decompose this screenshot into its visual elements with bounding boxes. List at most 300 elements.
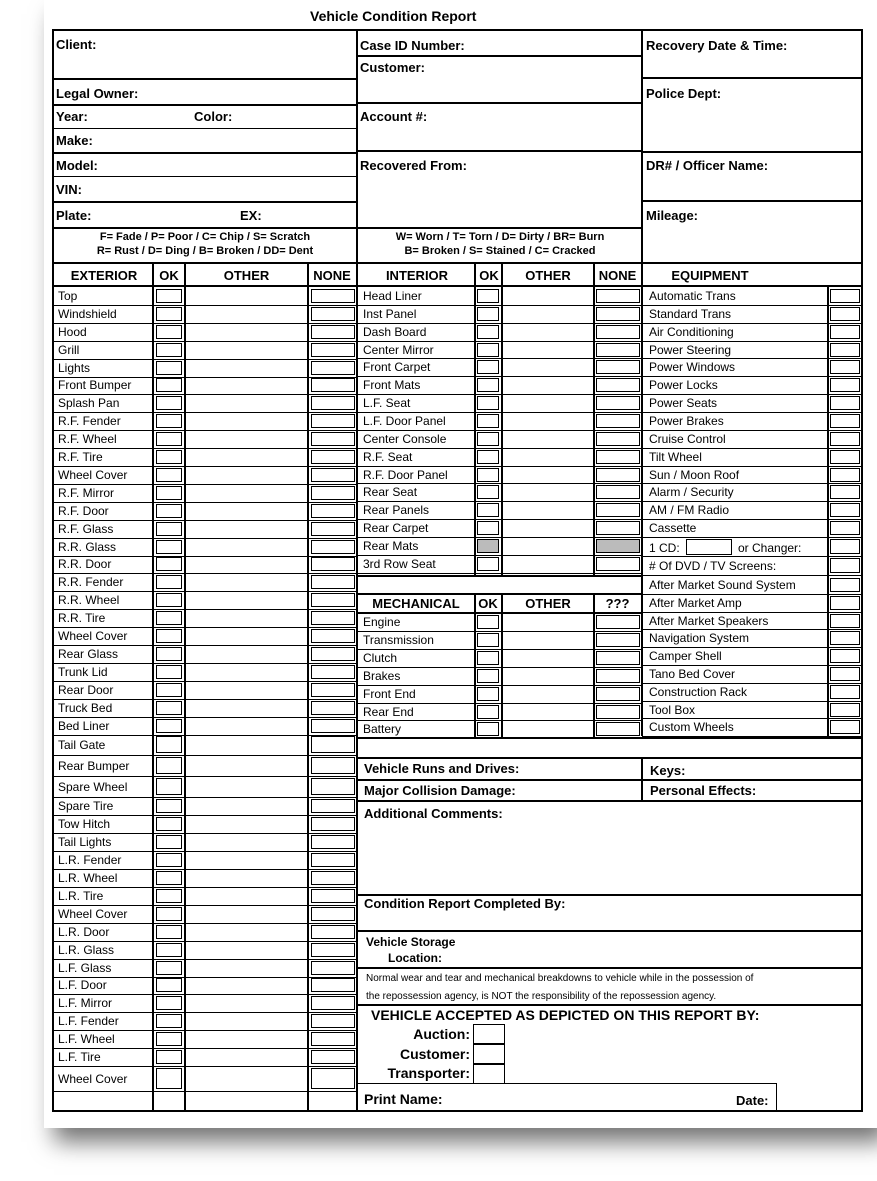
exterior-ok-checkbox[interactable] [156,540,182,554]
equipment-checkbox[interactable] [830,378,860,392]
mechanical-ok-checkbox[interactable] [477,722,499,736]
equipment-checkbox[interactable] [830,325,860,339]
mechanical-unknown-checkbox[interactable] [596,687,640,701]
row-rule [642,341,862,342]
equipment-item: Camper Shell [649,649,722,663]
exterior-none-checkbox[interactable] [311,978,355,992]
row-rule [357,703,642,704]
exterior-item: R.F. Door [58,504,109,518]
exterior-ok-checkbox[interactable] [156,361,182,375]
interior-none-checkbox[interactable] [596,343,640,357]
row-rule [53,699,357,700]
interior-legend: W= Worn / T= Torn / D= Dirty / BR= Burn B= Broken / S= Stained / C= Cracked [395,231,605,257]
exterior-ok-checkbox[interactable] [156,719,182,733]
interior-none-checkbox[interactable] [596,396,640,410]
equipment-checkbox[interactable] [830,720,860,734]
legal-owner-label: Legal Owner: [56,86,139,101]
exterior-item: L.F. Glass [58,961,112,975]
exterior-ok-checkbox[interactable] [156,504,182,518]
exterior-item: Front Bumper [58,378,132,392]
exterior-ok-checkbox[interactable] [156,325,182,339]
mechanical-unknown-checkbox[interactable] [596,722,640,736]
rule [357,779,862,781]
interior-item: R.F. Seat [363,450,413,464]
mechanical-ok-checkbox[interactable] [477,615,499,629]
row-rule [357,738,642,739]
interior-ok-checkbox[interactable] [477,539,499,553]
exterior-none-checkbox[interactable] [311,1050,355,1064]
equipment-item: After Market Amp [649,596,742,610]
exterior-none-checkbox[interactable] [311,378,355,392]
auction-box[interactable] [473,1024,505,1044]
exterior-ok-checkbox[interactable] [156,799,182,813]
exterior-ok-checkbox[interactable] [156,943,182,957]
exterior-ok-checkbox[interactable] [156,647,182,661]
exterior-none-checkbox[interactable] [311,540,355,554]
interior-ok-checkbox[interactable] [477,450,499,464]
row-rule [642,519,862,520]
equipment-checkbox[interactable] [830,503,860,517]
interior-none-checkbox[interactable] [596,521,640,535]
mechanical-item: Brakes [363,669,401,683]
row-rule [642,394,862,395]
interior-ok-checkbox[interactable] [477,289,499,303]
vin-label: VIN: [56,182,82,197]
row-rule [53,502,357,503]
equipment-checkbox[interactable] [830,521,860,535]
exterior-none-checkbox[interactable] [311,414,355,428]
row-rule [642,430,862,431]
transporter-box[interactable] [473,1064,505,1084]
exterior-ok-checkbox[interactable] [156,757,182,774]
row-rule [357,667,642,668]
row-rule [53,609,357,610]
mechanical-ok-checkbox[interactable] [477,633,499,647]
exterior-ok-checkbox[interactable] [156,522,182,536]
rule [501,593,503,738]
interior-ok-checkbox[interactable] [477,485,499,499]
exterior-ok-checkbox[interactable] [156,575,182,589]
customer-label: Customer: [360,60,426,75]
exterior-item: L.R. Fender [58,853,122,867]
exterior-none-checkbox[interactable] [311,943,355,957]
exterior-item: L.R. Door [58,925,110,939]
storage-location-label: Location: [388,951,442,965]
exterior-item: Rear Bumper [58,758,130,773]
equipment-checkbox[interactable] [830,485,860,499]
rule [357,967,862,969]
interior-none-checkbox[interactable] [596,414,640,428]
rule [357,227,642,229]
exterior-none-checkbox[interactable] [311,593,355,607]
exterior-item: Tail Lights [58,835,112,849]
exterior-none-checkbox[interactable] [311,778,355,795]
divider-left-column [356,29,358,1112]
exterior-ok-checkbox[interactable] [156,343,182,357]
transporter-label: Transporter: [387,1065,470,1081]
recovered-from-label: Recovered From: [360,158,467,173]
interior-ok-checkbox[interactable] [477,378,499,392]
exterior-none-checkbox[interactable] [311,307,355,321]
exterior-none-checkbox[interactable] [311,665,355,679]
rule [52,201,357,203]
mechanical-item: Rear End [363,705,414,719]
equipment-checkbox[interactable] [830,649,860,663]
interior-none-checkbox[interactable] [596,539,640,553]
exterior-none-checkbox[interactable] [311,925,355,939]
row-rule [357,305,642,306]
personal-effects-label: Personal Effects: [650,783,757,798]
exterior-ok-checkbox[interactable] [156,853,182,867]
interior-ok-checkbox[interactable] [477,521,499,535]
exterior-none-checkbox[interactable] [311,1032,355,1046]
row-rule [53,1030,357,1031]
rule [357,757,862,759]
row-rule [53,484,357,485]
interior-ok-checkbox[interactable] [477,360,499,374]
row-rule [642,376,862,377]
row-rule [53,305,357,306]
interior-ok-checkbox[interactable] [477,432,499,446]
interior-none-checkbox[interactable] [596,307,640,321]
cd-count-box[interactable] [686,539,732,555]
exterior-none-checkbox[interactable] [311,1014,355,1028]
exterior-ok-checkbox[interactable] [156,432,182,446]
keys-label: Keys: [650,763,686,778]
exterior-none-checkbox[interactable] [311,736,355,753]
exterior-ok-checkbox[interactable] [156,557,182,571]
exterior-none-checkbox[interactable] [311,835,355,849]
client-label: Client: [56,37,97,52]
customer-box[interactable] [473,1044,505,1064]
mechanical-ok-checkbox[interactable] [477,705,499,719]
exterior-item: Wheel Cover [58,468,128,482]
exterior-item: Wheel Cover [58,907,128,921]
exterior-none-checkbox[interactable] [311,361,355,375]
frame-right [861,29,863,1112]
exterior-none-checkbox[interactable] [311,504,355,518]
row-rule [53,1048,357,1049]
rule [52,227,357,229]
row-rule [357,376,642,377]
completed-by-label: Condition Report Completed By: [364,896,566,911]
plate-label: Plate: [56,208,92,223]
exterior-none-checkbox[interactable] [311,889,355,903]
exterior-item: R.F. Wheel [58,432,117,446]
exterior-none-checkbox[interactable] [311,907,355,921]
exterior-none-checkbox[interactable] [311,432,355,446]
row-rule [357,519,642,520]
row-rule [53,1091,357,1092]
row-rule [357,573,642,574]
exterior-ok-checkbox[interactable] [156,378,182,392]
row-rule [642,323,862,324]
row-rule [53,755,357,756]
exterior-item: Wheel Cover [58,629,128,643]
row-rule [642,412,862,413]
exterior-ok-checkbox[interactable] [156,817,182,831]
interior-none-checkbox[interactable] [596,378,640,392]
exterior-none-checkbox[interactable] [311,871,355,885]
row-rule [642,683,862,684]
row-rule [357,685,642,686]
exterior-item: Windshield [58,307,117,321]
row-rule [357,448,642,449]
color-label: Color: [194,109,233,124]
interior-item: L.F. Door Panel [363,414,446,428]
mechanical-unknown-checkbox[interactable] [596,651,640,665]
exterior-none-checkbox[interactable] [311,853,355,867]
exterior-none-checkbox[interactable] [311,289,355,303]
exterior-item: Rear Glass [58,647,119,661]
exterior-ok-checkbox[interactable] [156,1014,182,1028]
exterior-item: Splash Pan [58,396,120,410]
rule [593,262,595,575]
exterior-item: Grill [58,343,80,357]
print-name-label: Print Name: [364,1091,443,1107]
exterior-item: R.R. Wheel [58,593,120,607]
mileage-label: Mileage: [646,208,699,223]
exterior-none-checkbox[interactable] [311,396,355,410]
exterior-ok-checkbox[interactable] [156,629,182,643]
interior-none-checkbox[interactable] [596,325,640,339]
exterior-none-checkbox[interactable] [311,996,355,1010]
equipment-checkbox[interactable] [830,307,860,321]
exterior-ok-checkbox[interactable] [156,736,182,753]
exterior-none-checkbox[interactable] [311,522,355,536]
exterior-none-checkbox[interactable] [311,701,355,715]
mechanical-ok-checkbox[interactable] [477,669,499,683]
exterior-ok-checkbox[interactable] [156,925,182,939]
equipment-checkbox[interactable] [830,432,860,446]
rule [474,262,476,575]
exterior-legend: F= Fade / P= Poor / C= Chip / S= Scratch R= Rust / D= Ding / B= Broken / DD= Dent [96,231,314,257]
interior-item: L.F. Seat [363,396,411,410]
equipment-checkbox[interactable] [830,631,860,645]
rule [642,200,862,202]
row-rule [53,923,357,924]
interior-item: 3rd Row Seat [363,557,436,571]
row-rule [53,359,357,360]
row-rule [642,483,862,484]
row-rule [357,501,642,502]
rule [184,262,186,1110]
exterior-ok-checkbox[interactable] [156,1050,182,1064]
equipment-item: Automatic Trans [649,289,736,303]
changer-checkbox[interactable] [830,539,860,554]
equipment-checkbox[interactable] [830,578,860,592]
interior-ok-checkbox[interactable] [477,557,499,571]
interior-ok-checkbox[interactable] [477,414,499,428]
equipment-item: Tool Box [649,703,696,717]
case-id-label: Case ID Number: [360,38,465,53]
equipment-item: AM / FM Radio [649,503,730,517]
exterior-item: L.F. Door [58,978,107,992]
exterior-none-checkbox[interactable] [311,757,355,774]
row-rule [53,815,357,816]
exterior-ok-checkbox[interactable] [156,1032,182,1046]
equipment-item: Air Conditioning [649,325,734,339]
exterior-ok-checkbox[interactable] [156,835,182,849]
interior-none-checkbox[interactable] [596,289,640,303]
rule [52,78,357,80]
row-rule [357,323,642,324]
exterior-ok-checkbox[interactable] [156,961,182,975]
interior-none-checkbox[interactable] [596,450,640,464]
exterior-none-checkbox[interactable] [311,1068,355,1089]
interior-ok-header: OK [479,268,499,283]
interior-item: Rear Carpet [363,521,429,535]
mechanical-item: Battery [363,722,402,736]
interior-none-checkbox[interactable] [596,557,640,571]
exterior-none-checkbox[interactable] [311,817,355,831]
row-rule [53,905,357,906]
exterior-ok-checkbox[interactable] [156,907,182,921]
exterior-none-checkbox[interactable] [311,575,355,589]
row-rule [357,631,642,632]
exterior-ok-checkbox[interactable] [156,396,182,410]
exterior-ok-checkbox[interactable] [156,468,182,482]
exterior-ok-checkbox[interactable] [156,871,182,885]
exterior-ok-checkbox[interactable] [156,593,182,607]
exterior-item: R.R. Tire [58,611,106,625]
equipment-checkbox[interactable] [830,468,860,482]
exterior-none-checkbox[interactable] [311,611,355,625]
exterior-item: L.F. Wheel [58,1032,115,1046]
frame-top [52,29,863,31]
exterior-none-checkbox[interactable] [311,325,355,339]
interior-none-checkbox[interactable] [596,468,640,482]
interior-none-checkbox[interactable] [596,503,640,517]
row-rule [53,430,357,431]
row-rule [53,941,357,942]
exterior-none-checkbox[interactable] [311,468,355,482]
exterior-ok-checkbox[interactable] [156,778,182,795]
equipment-checkbox[interactable] [830,396,860,410]
equipment-checkbox[interactable] [830,667,860,681]
frame-left [52,29,54,1112]
interior-ok-checkbox[interactable] [477,343,499,357]
exterior-none-checkbox[interactable] [311,557,355,571]
row-rule [53,394,357,395]
equipment-item: Power Windows [649,360,736,374]
row-rule [53,994,357,995]
mechanical-unknown-checkbox[interactable] [596,633,640,647]
exterior-item: Lights [58,361,91,375]
exterior-none-checkbox[interactable] [311,799,355,813]
equipment-checkbox[interactable] [830,343,860,357]
exterior-none-checkbox[interactable] [311,719,355,733]
rule [357,55,642,57]
exterior-ok-checkbox[interactable] [156,889,182,903]
rule [152,262,154,1110]
equipment-checkbox[interactable] [830,360,860,374]
equipment-checkbox[interactable] [830,614,860,628]
rule [642,151,862,153]
exterior-ok-checkbox[interactable] [156,1068,182,1089]
interior-ok-checkbox[interactable] [477,503,499,517]
interior-ok-checkbox[interactable] [477,396,499,410]
exterior-ok-checkbox[interactable] [156,450,182,464]
interior-ok-checkbox[interactable] [477,307,499,321]
rule [357,1083,777,1084]
interior-ok-checkbox[interactable] [477,325,499,339]
row-rule [53,776,357,777]
rule [357,930,862,932]
row-rule [642,594,862,595]
disclaimer-line-1: Normal wear and tear and mechanical breakdowns to vehicle while in the possession of [366,973,754,984]
exterior-item: L.F. Tire [58,1050,101,1064]
exterior-none-checkbox[interactable] [311,961,355,975]
dr-officer-label: DR# / Officer Name: [646,158,769,173]
row-rule [53,323,357,324]
exterior-none-checkbox[interactable] [311,486,355,500]
interior-none-checkbox[interactable] [596,360,640,374]
interior-ok-checkbox[interactable] [477,468,499,482]
exterior-none-checkbox[interactable] [311,683,355,697]
dvd-checkbox[interactable] [830,558,860,573]
equipment-checkbox[interactable] [830,596,860,610]
dvd-label: # Of DVD / TV Screens: [649,559,777,573]
equipment-checkbox[interactable] [830,703,860,717]
exterior-ok-checkbox[interactable] [156,289,182,303]
row-rule [357,430,642,431]
row-rule [357,537,642,538]
exterior-item: R.R. Glass [58,540,117,554]
row-rule [53,573,357,574]
storage-label: Vehicle Storage [366,935,456,949]
row-rule [53,1012,357,1013]
rule [357,800,862,802]
exterior-ok-checkbox[interactable] [156,996,182,1010]
interior-none-checkbox[interactable] [596,485,640,499]
mechanical-ok-checkbox[interactable] [477,687,499,701]
exterior-ok-checkbox[interactable] [156,414,182,428]
police-dept-label: Police Dept: [646,86,722,101]
mechanical-ok-checkbox[interactable] [477,651,499,665]
mechanical-unknown-checkbox[interactable] [596,615,640,629]
exterior-ok-checkbox[interactable] [156,611,182,625]
exterior-ok-checkbox[interactable] [156,978,182,992]
row-rule [642,358,862,359]
equipment-checkbox[interactable] [830,450,860,464]
interior-item: Rear Mats [363,539,419,553]
equipment-checkbox[interactable] [830,289,860,303]
exterior-ok-checkbox[interactable] [156,683,182,697]
exterior-ok-checkbox[interactable] [156,701,182,715]
exterior-none-checkbox[interactable] [311,343,355,357]
interior-none-checkbox[interactable] [596,432,640,446]
mechanical-unknown-checkbox[interactable] [596,669,640,683]
row-rule [53,520,357,521]
exterior-ok-checkbox[interactable] [156,307,182,321]
exterior-none-checkbox[interactable] [311,450,355,464]
exterior-ok-checkbox[interactable] [156,665,182,679]
exterior-ok-checkbox[interactable] [156,486,182,500]
row-rule [357,649,642,650]
equipment-checkbox[interactable] [830,414,860,428]
equipment-checkbox[interactable] [830,685,860,699]
row-rule [53,869,357,870]
exterior-item: Wheel Cover [58,1071,128,1086]
exterior-none-checkbox[interactable] [311,647,355,661]
exterior-none-checkbox[interactable] [311,629,355,643]
mechanical-unknown-checkbox[interactable] [596,705,640,719]
row-rule [642,612,862,613]
customer-sign-label: Customer: [399,1046,470,1062]
row-rule [53,591,357,592]
equipment-item: Tilt Wheel [649,450,702,464]
